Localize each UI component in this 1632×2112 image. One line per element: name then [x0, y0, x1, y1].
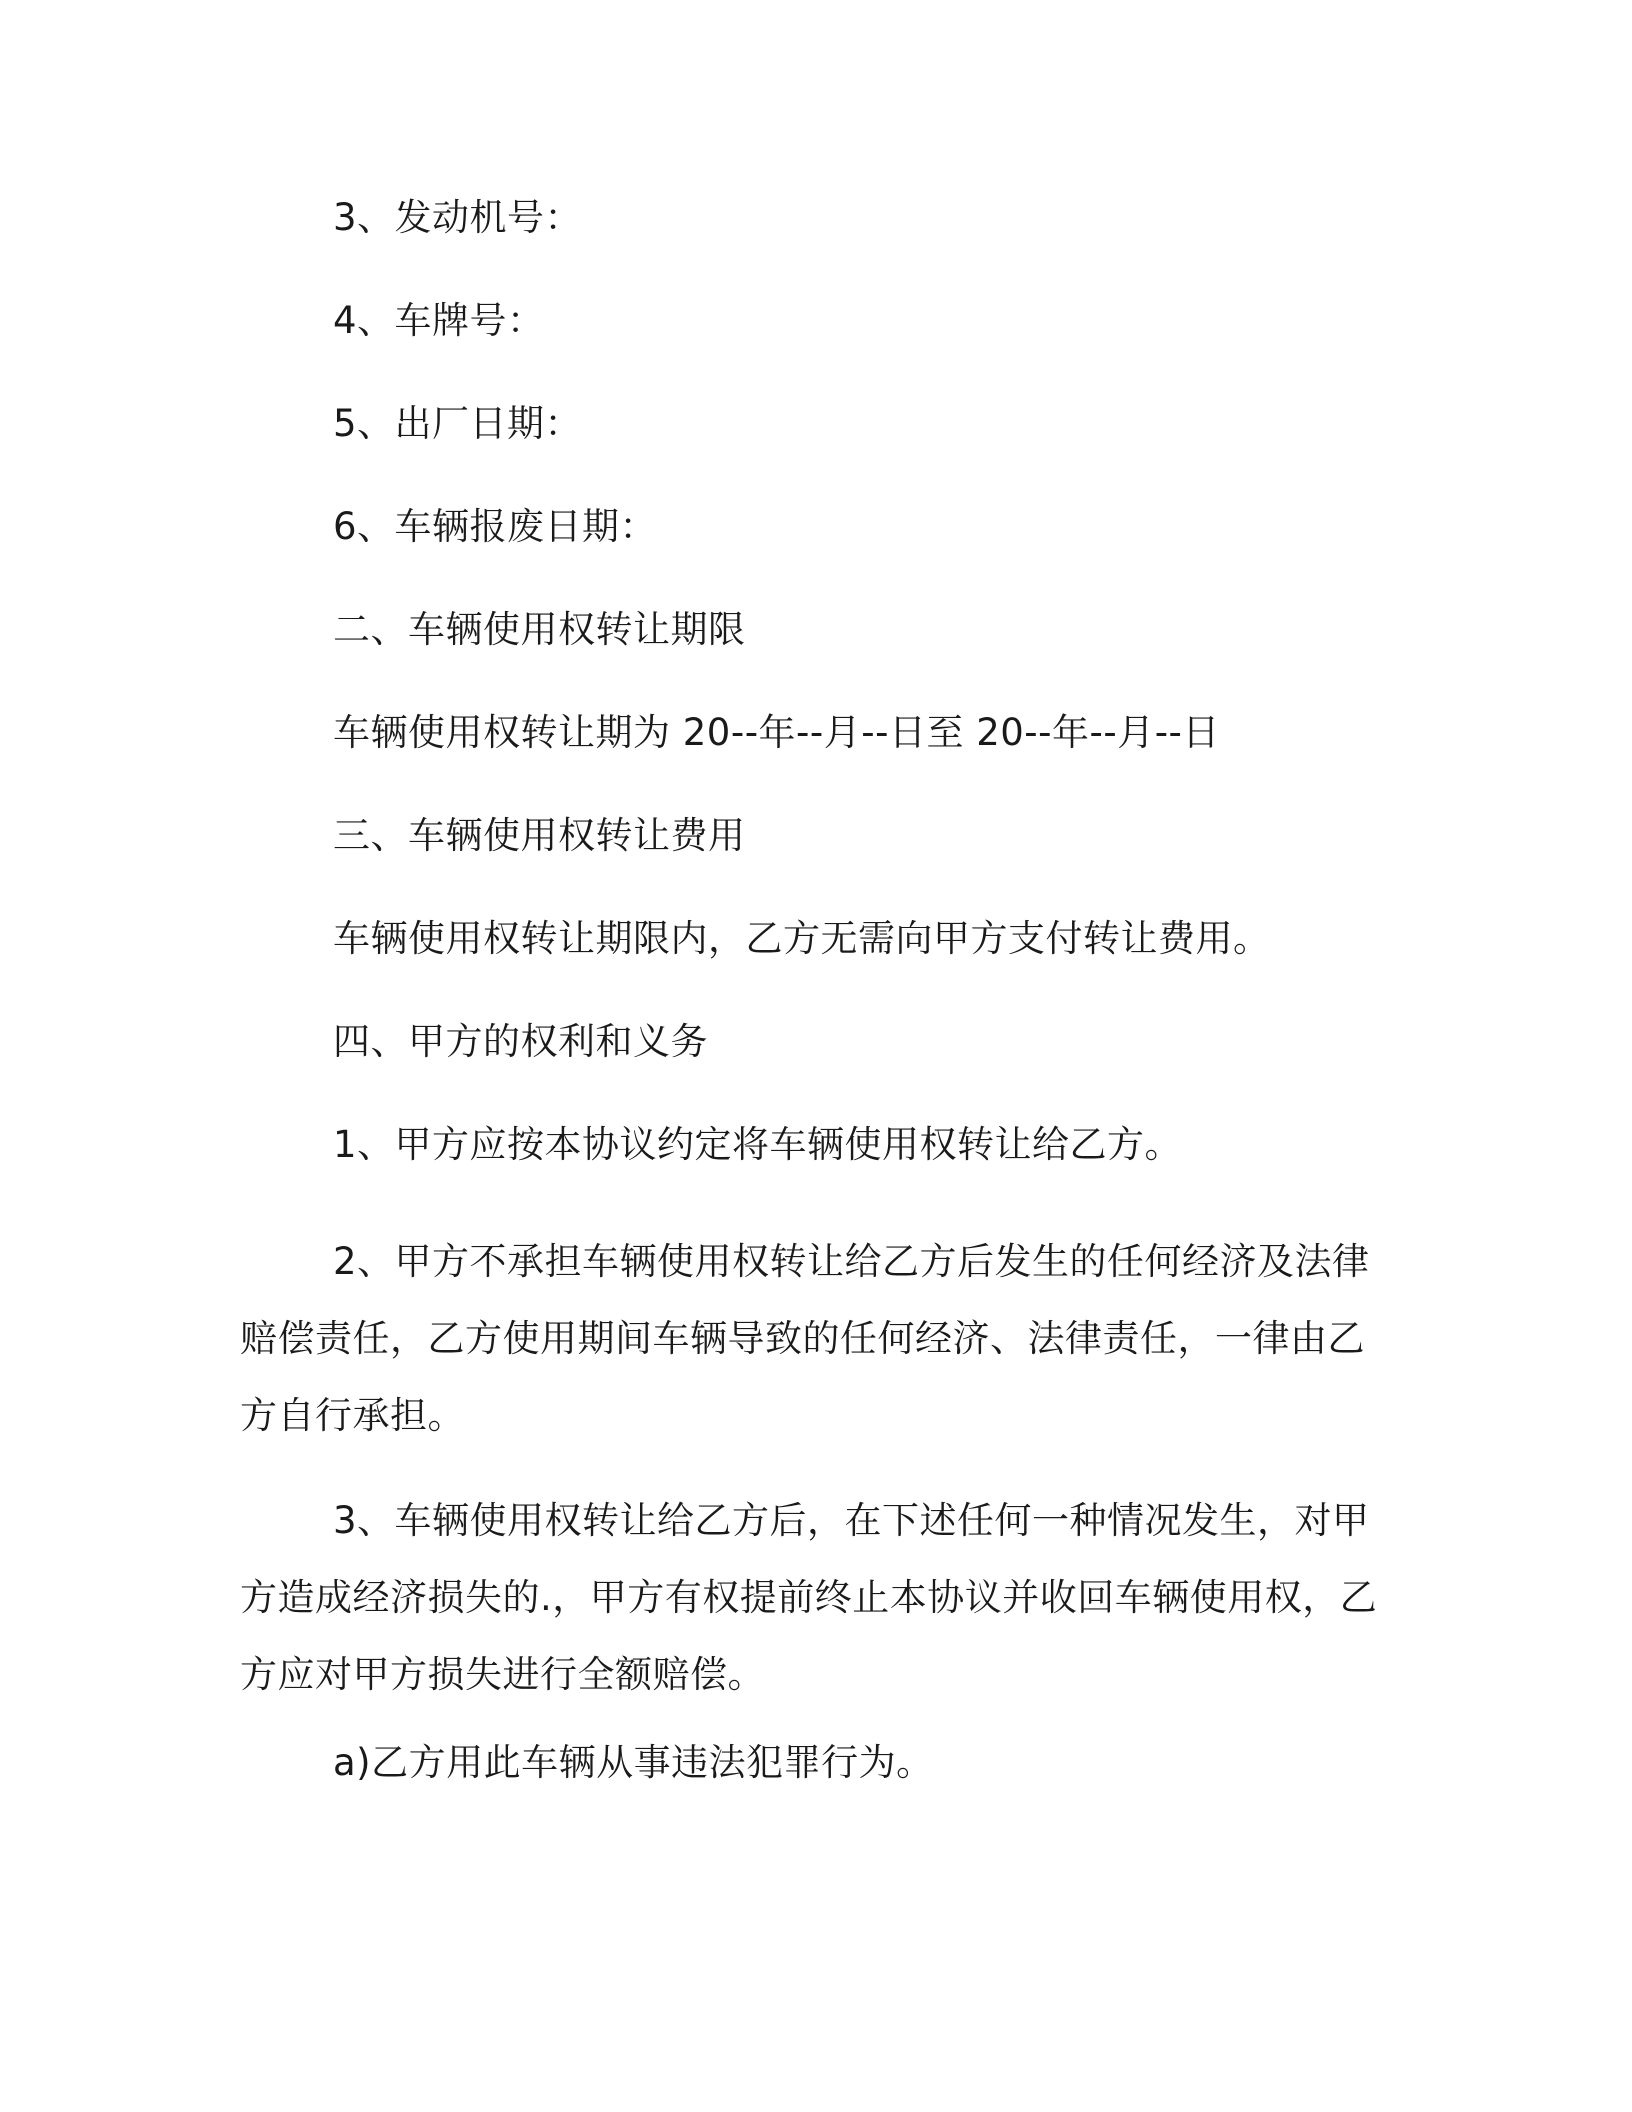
clause-1: 1、甲方应按本协议约定将车辆使用权转让给乙方。 — [333, 1123, 1183, 1166]
item-plate-number: 4、车牌号： — [333, 299, 545, 342]
clause-2-line-1: 2、甲方不承担车辆使用权转让给乙方后发生的任何经济及法律 — [333, 1240, 1370, 1283]
clause-2-line-3: 方自行承担。 — [240, 1394, 465, 1437]
item-engine-number: 3、发动机号： — [333, 196, 583, 239]
clause-3 — [240, 1482, 1378, 1713]
section-heading-party-a-rights: 四、甲方的权利和义务 — [333, 1020, 708, 1063]
clause-3-line-2: 方造成经济损失的.，甲方有权提前终止本协议并收回车辆使用权，乙 — [240, 1576, 1378, 1619]
section-heading-transfer-period: 二、车辆使用权转让期限 — [333, 608, 746, 651]
section-heading-transfer-fee: 三、车辆使用权转让费用 — [333, 814, 746, 857]
transfer-period-text: 车辆使用权转让期为 20--年--月--日至 20--年--月--日 — [333, 711, 1220, 754]
sub-clause-a: a)乙方用此车辆从事违法犯罪行为。 — [333, 1741, 934, 1784]
clause-2-line-2: 赔偿责任，乙方使用期间车辆导致的任何经济、法律责任，一律由乙 — [240, 1317, 1365, 1360]
clause-2 — [240, 1223, 1370, 1454]
item-scrap-date: 6、车辆报废日期： — [333, 505, 658, 548]
transfer-fee-text: 车辆使用权转让期限内，乙方无需向甲方支付转让费用。 — [333, 917, 1271, 960]
clause-3-line-1: 3、车辆使用权转让给乙方后，在下述任何一种情况发生，对甲 — [333, 1499, 1370, 1542]
clause-3-line-3: 方应对甲方损失进行全额赔偿。 — [240, 1653, 765, 1696]
item-manufacture-date: 5、出厂日期： — [333, 402, 583, 445]
